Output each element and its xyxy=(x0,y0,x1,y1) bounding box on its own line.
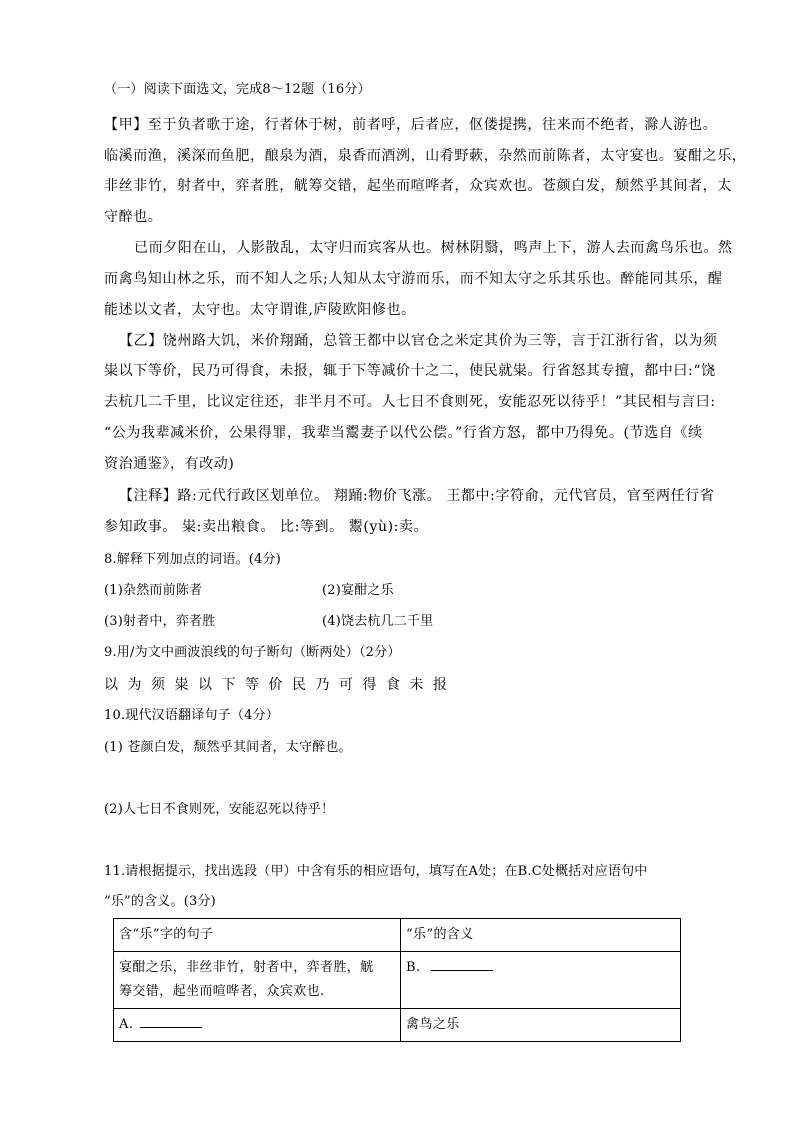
table-row2-sentence-cell xyxy=(114,1009,401,1042)
passage-yi-line-5: 资治通鉴》，有改动) xyxy=(104,456,235,472)
notes-line-2: 参知政事。 粜:卖出粮食。 比:等到。 鬻(yù):卖。 xyxy=(104,519,429,535)
q8-item-2: (2)宴酣之乐 xyxy=(322,583,394,598)
passage-yi-line-2: 粜以下等价，民乃可得食，未报，辄于下等减价十之二，使民就粜。行省怒其专擅，都中曰:“饶 xyxy=(104,363,716,379)
q8-item-4: (4)饶去杭几二千里 xyxy=(322,614,434,629)
section-heading: （一）阅读下面选文，完成8～12题（16分） xyxy=(104,82,371,97)
q8-stem: 8.解释下列加点的词语。(4分) xyxy=(104,552,282,567)
answer-label-b: B. xyxy=(406,960,421,975)
table-row xyxy=(114,1009,681,1042)
passage-jia-line-1: 【甲】至于负者歌于途，行者休于树，前者呼，后者应，伛偻提携，往来而不绝者，滁人游也。 xyxy=(104,117,718,133)
table-header-row xyxy=(114,919,681,952)
table-row1-sentence-line-2: 筹交错，起坐而喧哗者，众宾欢也. xyxy=(119,984,325,999)
passage-jia-line-4: 守醉也。 xyxy=(104,209,163,225)
q10-item-1: (1) 苍颜白发，颓然乎其间者，太守醉也。 xyxy=(104,740,352,755)
table-header-sentence: 含“乐”字的句子 xyxy=(114,919,401,952)
q11-stem-line-2: “乐”的含义。(3分) xyxy=(104,894,216,909)
notes-line-1: 【注释】路:元代行政区划单位。 翔踊:物价飞涨。 王都中:字符俞，元代官员，官至两任行省 xyxy=(119,488,715,504)
passage-jia-line-6: 而禽鸟知山林之乐，而不知人之乐;人知从太守游而乐，而不知太守之乐其乐也。醉能同其乐，醒 xyxy=(104,271,723,287)
table-row1-sentence xyxy=(114,952,401,1009)
passage-jia-line-7: 能述以文者，太守也。太守谓谁,庐陵欧阳修也。 xyxy=(104,302,416,318)
table-row xyxy=(114,952,681,1009)
q9-stem: 9.用/为文中画波浪线的句子断句（断两处）（2分） xyxy=(104,645,401,660)
answer-blank-a[interactable] xyxy=(140,1013,202,1028)
passage-jia-line-5: 已而夕阳在山，人影散乱，太守归而宾客从也。树林阴翳，鸣声上下，游人去而禽鸟乐也。然 xyxy=(134,240,733,256)
q11-stem-line-1: 11.请根据提示，找出选段（甲）中含有乐的相应语句，填写在A处；在B.C处概括对应语句中 xyxy=(104,864,648,879)
passage-yi-line-3: 去杭几二千里，比议定往还，非半月不可。人七日不食则死，安能忍死以待乎！”其民相与言曰: xyxy=(104,394,716,410)
q9-sentence: 以为须粜以下等价民乃可得食未报 xyxy=(104,677,457,693)
table-header-meaning: “乐”的含义 xyxy=(401,919,681,952)
passage-yi-line-1: 【乙】饶州路大饥，米价翔踊，总管王都中以官仓之米定其价为三等，言于江浙行省，以为须 xyxy=(119,333,718,349)
table-row1-sentence-line-1: 宴酣之乐，非丝非竹，射者中，弈者胜，觥 xyxy=(119,960,374,975)
passage-jia-line-2: 临溪而渔，溪深而鱼肥，酿泉为酒，泉香而酒洌，山肴野蔌，杂然而前陈者，太守宴也。宴酣之乐， xyxy=(104,148,747,164)
table-row1-meaning-cell xyxy=(401,952,681,1009)
answer-label-a: A. xyxy=(119,1017,134,1032)
answer-blank-b[interactable] xyxy=(431,956,493,971)
table-row2-meaning: 禽鸟之乐 xyxy=(401,1009,681,1042)
q8-item-1: (1)杂然而前陈者 xyxy=(104,583,203,598)
q11-answer-table xyxy=(113,918,681,1042)
passage-yi-line-4: “公为我辈减米价，公果得罪，我辈当鬻妻子以代公偿。”行省方怒，都中乃得免。(节选自《续 xyxy=(104,425,703,441)
q10-stem: 10.现代汉语翻译句子（4分） xyxy=(104,708,279,723)
q10-item-2: (2)人七日不食则死，安能忍死以待乎！ xyxy=(104,802,335,817)
q8-item-3: (3)射者中，弈者胜 xyxy=(104,614,216,629)
passage-jia-line-3: 非丝非竹，射者中，弈者胜，觥筹交错，起坐而喧哗者，众宾欢也。苍颜白发，颓然乎其间者，太 xyxy=(104,178,732,194)
